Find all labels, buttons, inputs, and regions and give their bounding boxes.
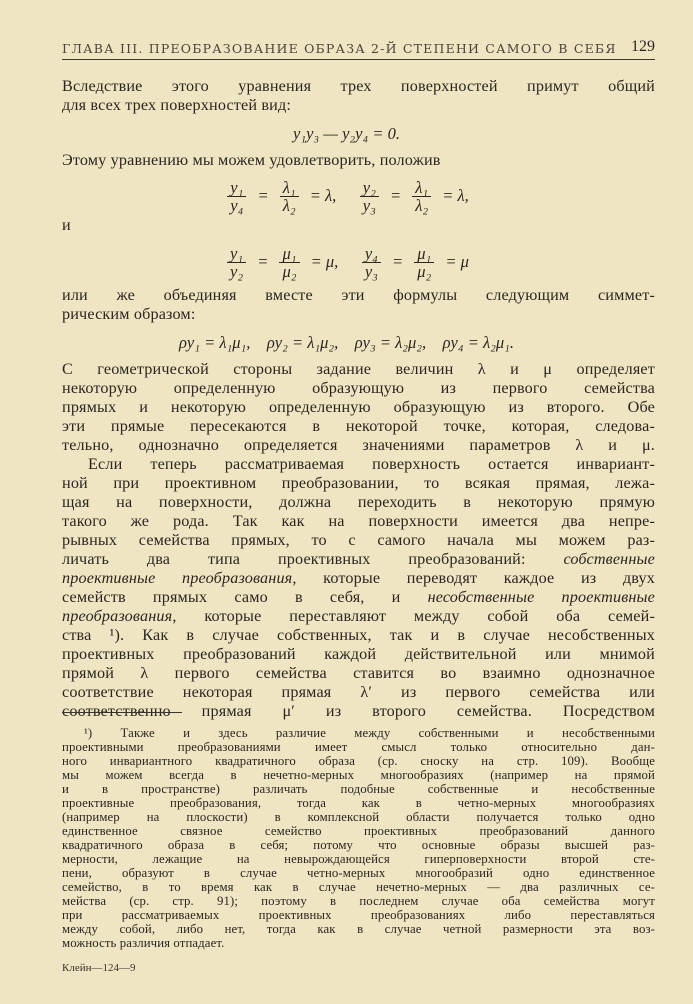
fraction (414, 245, 434, 280)
text-run: прямых и некоторую определенную образующую из второго. Обе (62, 398, 655, 416)
equation-term: y₁y₃ — y₂y₄ = 0. (293, 124, 400, 143)
text-run: тельно, однозначно определяется значениями параметров λ и μ. (62, 436, 655, 454)
equation-term: = λ, (438, 186, 469, 205)
fraction (227, 245, 246, 280)
text-run: проективных преобразований каждой действительной или мнимой (62, 645, 655, 663)
text-line (62, 531, 655, 550)
text-run: рывных семейства прямых, то с самого начала мы можем раз- (62, 531, 655, 549)
equation-term: ρy₁ = λ₁μ₁, ρy₂ = λ₁μ₂, ρy₃ = λ₂μ₂, ρy₄ = λ₂μ₁. (178, 333, 515, 352)
equation-term: = (253, 252, 273, 271)
text-run: проективными преобразованиями имеет смысл только относительно дан- (62, 740, 655, 754)
text-line (62, 796, 655, 810)
italic-term: преобразования (62, 607, 173, 625)
fraction (227, 179, 246, 214)
equation (0, 333, 693, 353)
fraction (412, 179, 431, 214)
text-run: мерности, лежащие на невырождающейся гиперповерхности второй сте- (62, 852, 655, 866)
text-line (62, 782, 655, 796)
text-run: мейства (ср. стр. 91); поэтому в последнем случае оба семейства могут (62, 894, 655, 908)
text-run: некоторую определенную образующую из первого семейства (62, 379, 655, 397)
text-line (62, 77, 655, 96)
text-run: и в пространстве) различать подобные собственные и несобственные (62, 782, 655, 796)
numerator: μ₁ (414, 245, 434, 263)
text-line (62, 550, 655, 569)
equation (0, 124, 693, 144)
fraction (279, 245, 299, 280)
text-line (62, 379, 655, 398)
text-run: (например на плоскости) в комплексной области получается только одно (62, 810, 655, 824)
denominator: μ₂ (417, 261, 432, 281)
italic-term: проективные преобразования (62, 569, 293, 587)
text-run: , которые переставляют между собой оба семей- (172, 607, 655, 625)
text-line (62, 512, 655, 531)
equation-term: = (385, 186, 406, 205)
text-line (62, 838, 655, 852)
text-run: Этому уравнению мы можем удовлетворить, положив (62, 151, 441, 169)
chapter-title: ГЛАВА III. ПРЕОБРАЗОВАНИЕ ОБРАЗА 2-Й СТЕПЕНИ САМОГО В СЕБЯ (62, 41, 617, 56)
text-run: для всех трех поверхностей вид: (62, 96, 292, 114)
numerator: μ₁ (279, 245, 299, 263)
text-line (62, 305, 655, 324)
text-line (62, 569, 655, 588)
running-header (62, 34, 655, 60)
fraction (362, 245, 381, 280)
text-run: прямой λ первого семейства ставится во взаимно однозначное (62, 664, 655, 682)
text-run: С геометрической стороны задание величин λ и μ определяет (62, 360, 655, 378)
text-line (62, 922, 655, 936)
equation-term: = λ, (305, 186, 353, 205)
text-run: личать два типа проективных преобразований: (62, 550, 564, 568)
text-run: мы можем всегда в нечетно-мерных многообразиях (например на прямой (62, 768, 655, 782)
text-line (62, 768, 655, 782)
numerator: y₁ (227, 179, 246, 197)
text-line (62, 824, 655, 838)
text-run: семейство, в то время как в случае нечетно-мерных — два различных се- (62, 880, 655, 894)
text-line (62, 645, 655, 664)
text-line (62, 493, 655, 512)
footnote (62, 726, 655, 950)
text-run: такого же рода. Так как на поверхности имеется два непре- (62, 512, 655, 530)
italic-term: собственные (563, 550, 655, 568)
text-run: щая на поверхности, должна переходить в некоторую прямую (62, 493, 655, 511)
text-run: эти прямые пересекаются в некоторой точке, которая, следова- (62, 417, 655, 435)
footnote-divider (62, 712, 182, 713)
text-run: единственное связное семейство проективных преобразований данного (62, 824, 655, 838)
equation (0, 244, 693, 280)
text-run: соответственно прямая μ′ из второго семейства. Посредством (62, 702, 655, 720)
printer-signature: Клейн—124—9 (62, 962, 136, 974)
italic-term: несобственные проективные (427, 588, 656, 606)
text-line (62, 664, 655, 683)
numerator: y₂ (360, 179, 379, 197)
text-line (62, 683, 655, 702)
text-run: ства ¹). Как в случае собственных, так и в случае несобственных (62, 626, 655, 644)
text-run: семейств прямых само в себя, и (62, 588, 428, 606)
text-line (62, 852, 655, 866)
text-line (62, 866, 655, 880)
text-line (62, 880, 655, 894)
text-line (62, 436, 655, 455)
text-run: ной при проективном преобразовании, то всякая прямая, лежа- (62, 474, 655, 492)
numerator: λ₁ (280, 179, 299, 197)
text-run: , которые переводят каждое из двух (292, 569, 656, 587)
text-line (62, 740, 655, 754)
text-line (62, 726, 655, 740)
text-block (62, 151, 655, 170)
page-number: 129 (631, 38, 655, 55)
text-run: Если теперь рассматриваемая поверхность остается инвариант- (88, 455, 655, 473)
text-line (62, 607, 655, 626)
equation-term: = μ (441, 252, 469, 271)
denominator: y₂ (230, 261, 244, 281)
text-block (62, 286, 655, 324)
denominator: μ₂ (282, 261, 297, 281)
text-run: при рассматриваемых проективных преобразованиях либо переставляться (62, 908, 655, 922)
text-line (62, 588, 655, 607)
text-line (62, 286, 655, 305)
text-run: рическим образом: (62, 305, 196, 323)
denominator: y₃ (364, 261, 378, 281)
equation-term: = (253, 186, 273, 205)
text-line (62, 754, 655, 768)
text-line (62, 360, 655, 379)
text-line (62, 398, 655, 417)
fraction (360, 179, 379, 214)
denominator: y₃ (362, 195, 376, 215)
text-run: и (62, 216, 71, 234)
text-line (62, 894, 655, 908)
text-line (62, 474, 655, 493)
text-block (62, 216, 655, 235)
text-run: квадратичного образа в себя; потому что основные образы высшей раз- (62, 838, 655, 852)
denominator: y₄ (230, 195, 244, 215)
text-run: можность различия отпадает. (62, 936, 225, 950)
equation-term: = (387, 252, 408, 271)
text-line (62, 936, 655, 950)
denominator: λ₂ (415, 195, 429, 215)
equation-term: = μ, (306, 252, 355, 271)
text-line (62, 216, 655, 235)
main-paragraphs (62, 360, 655, 721)
text-line (62, 96, 655, 115)
numerator: y₁ (227, 245, 246, 263)
text-block (62, 77, 655, 115)
text-run: проективные преобразования, тогда как в четно-мерных многообразиях (62, 796, 655, 810)
text-line (62, 626, 655, 645)
text-run: ного инвариантного квадратичного образа (ср. сноску на стр. 109). Вообще (62, 754, 655, 768)
text-run: соответствие некоторая прямая λ′ из первого семейства или (62, 683, 655, 701)
text-line (62, 151, 655, 170)
numerator: y₄ (362, 245, 381, 263)
text-run: пени, образуют в случае четно-мерных многообразий одно единственное (62, 866, 655, 880)
fraction (280, 179, 299, 214)
numerator: λ₁ (412, 179, 431, 197)
text-line (62, 810, 655, 824)
text-line (62, 455, 655, 474)
equation (0, 178, 693, 214)
text-run: Вследствие этого уравнения трех поверхностей примут общий (62, 77, 655, 95)
text-run: или же объединяя вместе эти формулы следующим симмет- (62, 286, 655, 304)
text-line (62, 417, 655, 436)
text-run: между собой, либо нет, тогда как в случае четной размерности эта воз- (62, 922, 655, 936)
text-line (62, 908, 655, 922)
text-run: ¹) Также и здесь различие между собственными и несобственными (84, 726, 655, 740)
denominator: λ₂ (282, 195, 296, 215)
